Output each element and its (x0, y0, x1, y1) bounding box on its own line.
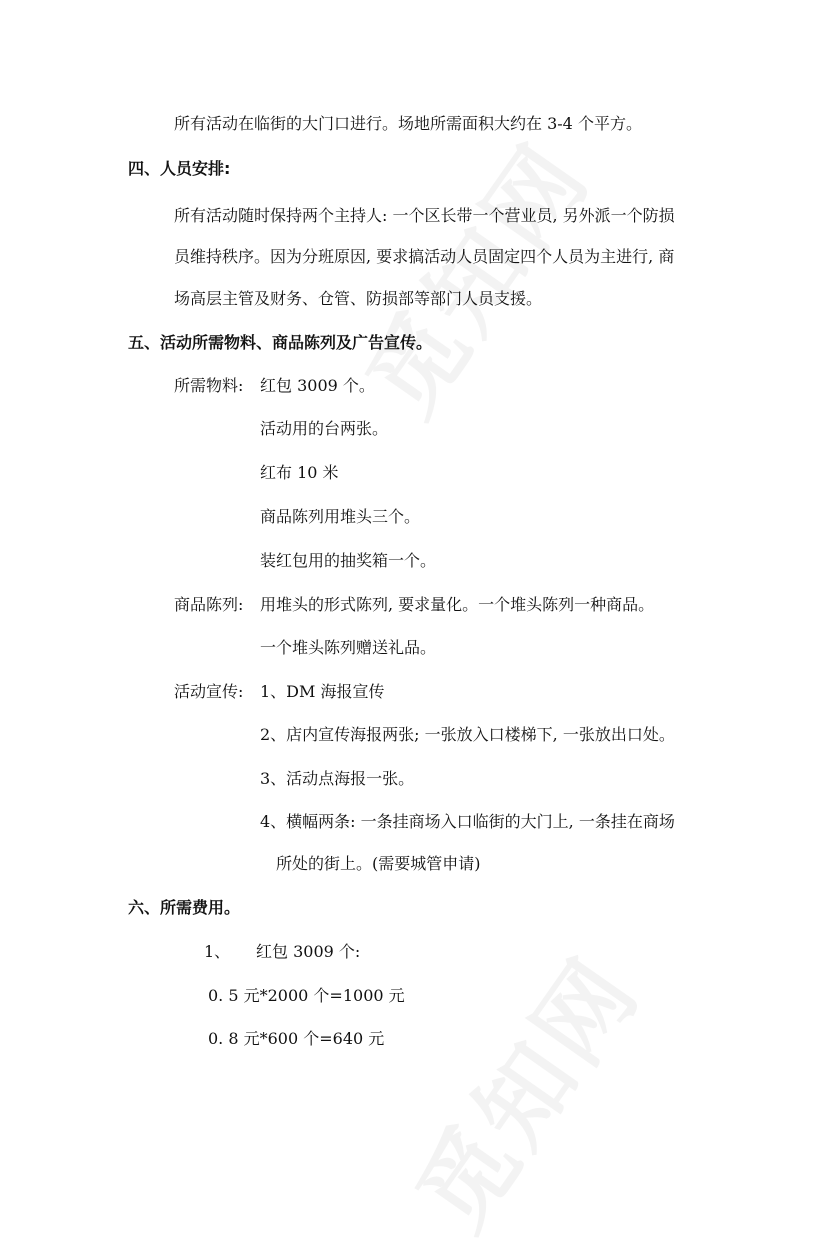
display-label: 商品陈列: (174, 595, 244, 614)
materials-label: 所需物料: (174, 376, 244, 395)
cost-line: 0. 5 元*2000 个=1000 元 (208, 986, 405, 1005)
paragraph-line: 场高层主管及财务、仓管、防损部等部门人员支援。 (174, 289, 543, 308)
list-item: 4、横幅两条: 一条挂商场入口临街的大门上, 一条挂在商场 (260, 812, 675, 831)
paragraph-line: 员维持秩序。因为分班原因, 要求搞活动人员固定四个人员为主进行, 商 (174, 247, 675, 266)
section-heading: 六、所需费用。 (128, 898, 241, 917)
list-item: 用堆头的形式陈列, 要求量化。一个堆头陈列一种商品。 (260, 595, 655, 614)
list-item: 所处的街上。(需要城管申请) (276, 854, 481, 873)
section-heading: 四、人员安排: (128, 159, 231, 178)
list-item: 红包 3009 个。 (260, 376, 375, 395)
list-item: 红包 3009 个: (256, 942, 361, 961)
list-item: 商品陈列用堆头三个。 (260, 507, 421, 526)
watermark (380, 926, 665, 1252)
list-item: 装红包用的抽奖箱一个。 (260, 551, 437, 570)
list-item: 2、店内宣传海报两张; 一张放入口楼梯下, 一张放出口处。 (260, 725, 675, 744)
list-item: 1、DM 海报宣传 (260, 682, 385, 701)
list-item: 一个堆头陈列赠送礼品。 (260, 638, 437, 657)
paragraph: 所有活动在临街的大门口进行。场地所需面积大约在 3-4 个平方。 (174, 114, 642, 133)
item-number: 1、 (204, 942, 231, 961)
promo-label: 活动宣传: (174, 682, 244, 701)
section-heading: 五、活动所需物料、商品陈列及广告宣传。 (128, 333, 433, 352)
list-item: 红布 10 米 (260, 463, 339, 482)
cost-line: 0. 8 元*600 个=640 元 (208, 1029, 385, 1048)
list-item: 活动用的台两张。 (260, 419, 389, 438)
list-item: 3、活动点海报一张。 (260, 769, 415, 788)
paragraph-line: 所有活动随时保持两个主持人: 一个区长带一个营业员, 另外派一个防损 (174, 206, 675, 225)
